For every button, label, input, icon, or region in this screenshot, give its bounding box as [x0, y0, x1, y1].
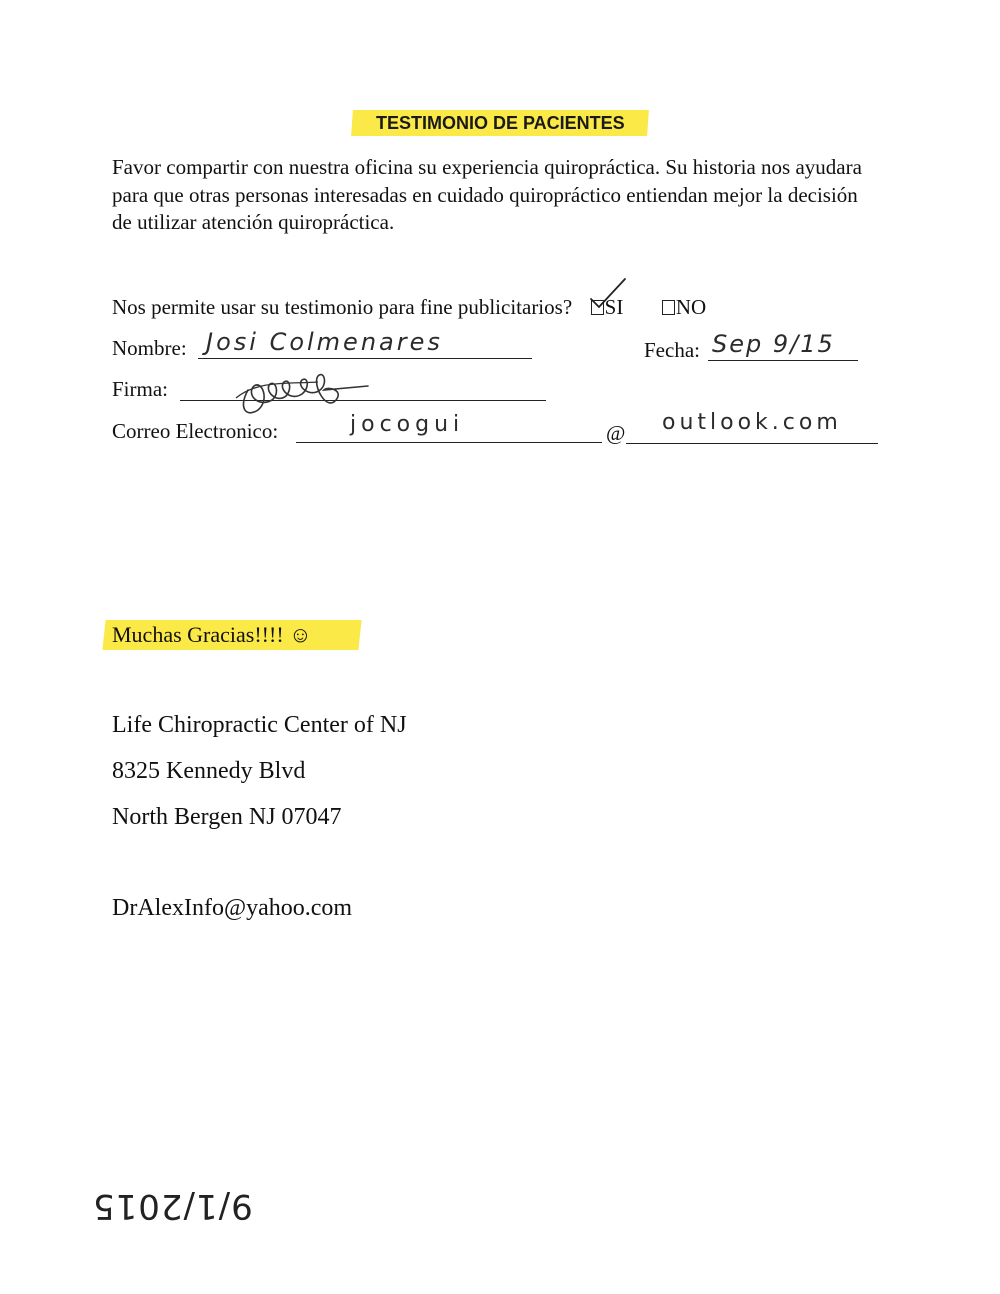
footer-handwritten-date: 9/1/2015	[92, 1186, 253, 1226]
email-label: Correo Electronico:	[112, 419, 279, 443]
signature-image	[228, 360, 388, 420]
option-yes-label: SI	[604, 295, 624, 319]
email-at-sign: @	[606, 421, 626, 445]
email-user-handwritten-value: jocogui	[350, 412, 465, 437]
consent-no-option[interactable]	[662, 295, 706, 319]
clinic-city: North Bergen NJ 07047	[112, 804, 342, 830]
option-no-label: NO	[675, 295, 707, 319]
check-mark-icon	[589, 277, 629, 311]
checkbox-no[interactable]	[662, 300, 675, 315]
clinic-street: 8325 Kennedy Blvd	[112, 758, 306, 784]
consent-question: Nos permite usar su testimonio para fine publicitarios?	[112, 295, 573, 319]
date-label: Fecha:	[644, 338, 700, 362]
clinic-name: Life Chiropractic Center of NJ	[112, 712, 407, 738]
email-domain-field-line[interactable]	[626, 443, 878, 444]
name-label: Nombre:	[112, 336, 187, 360]
signature-label: Firma:	[112, 377, 168, 401]
intro-paragraph: Favor compartir con nuestra oficina su experiencia quiropráctica. Su historia nos ayudara para que otras personas interesadas en cuidado quiropráctico entiendan mejor la decisión de utilizar atención quiropráctica.	[112, 155, 862, 234]
date-handwritten-value: Sep 9/15	[712, 330, 835, 358]
thanks-message: Muchas Gracias!!!! ☺	[112, 622, 312, 647]
email-domain-handwritten-value: outlook.com	[662, 410, 842, 435]
clinic-email: DrAlexInfo@yahoo.com	[112, 895, 353, 921]
name-handwritten-value: Josi Colmenares	[206, 328, 443, 356]
consent-row	[112, 294, 706, 320]
name-field-line[interactable]	[198, 358, 532, 359]
date-field-line[interactable]	[708, 360, 858, 361]
email-user-field-line[interactable]	[296, 442, 602, 443]
consent-yes-option[interactable]	[591, 295, 629, 319]
form-title: TESTIMONIO DE PACIENTES	[351, 110, 649, 136]
